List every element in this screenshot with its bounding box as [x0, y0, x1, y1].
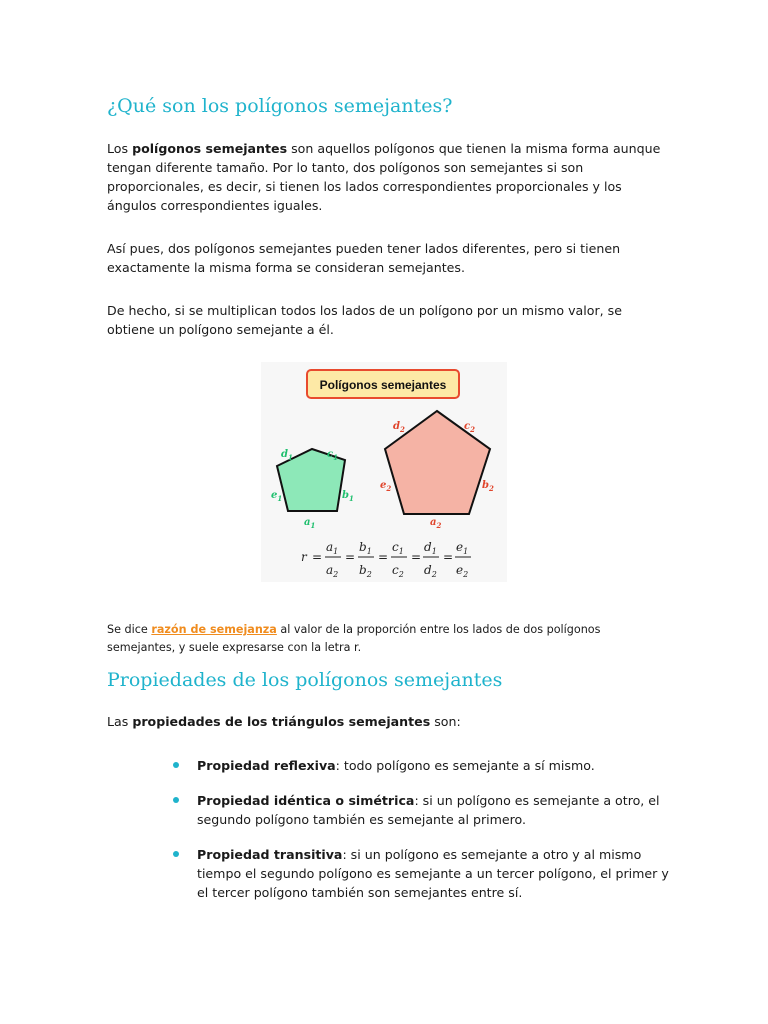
similar-polygons-figure [261, 362, 507, 582]
formula-equals: = [345, 550, 356, 564]
list-item [170, 756, 670, 775]
label-a1: $a_1$ [304, 517, 316, 530]
ratio-link[interactable]: razón de semejanza [151, 623, 277, 636]
list-item [170, 845, 670, 902]
label-d2: $d_2$ [393, 421, 405, 434]
fraction-d-top: $d_1$ [424, 540, 437, 556]
paragraph-properties-intro [107, 712, 667, 731]
bullet-icon [173, 851, 179, 857]
paragraph-multiply: De hecho, si se multiplican todos los lados de un polígono por un mismo valor, se obtiene un polígono semejante a él. [107, 303, 622, 337]
text-fragment: Los [107, 141, 133, 156]
fraction-e-bottom: $e_2$ [456, 563, 469, 579]
label-b1: $b_1$ [342, 490, 354, 503]
bold-term: propiedades de los triángulos semejantes [132, 714, 431, 729]
label-e2: $e_2$ [380, 480, 392, 493]
fraction-b-top: $b_1$ [359, 540, 372, 556]
bullet-icon [173, 762, 179, 768]
paragraph-definition [107, 139, 667, 215]
text-fragment: son aquellos polígonos que tienen la misma forma aunque tengan diferente tamaño. Por lo tanto, dos polígonos son semejantes si son proporcionales, es decir, si tienen los lados correspondientes proporcionales y los ángulos correspondientes iguales. [107, 141, 661, 213]
formula-r: r [301, 550, 307, 564]
list-item [170, 791, 670, 829]
label-b2: $b_2$ [482, 480, 494, 493]
section-title-polygons: ¿Qué son los polígonos semejantes? [107, 95, 453, 117]
text-fragment: Se dice [107, 623, 152, 636]
section-title-properties: Propiedades de los polígonos semejantes [107, 669, 503, 691]
property-text: : todo polígono es semejante a sí mismo. [335, 758, 595, 773]
paragraph-same-shape: Así pues, dos polígonos semejantes pueden tener lados diferentes, pero si tienen exactamente la misma forma se consideran semejantes. [107, 241, 621, 275]
formula-equals: = [443, 550, 454, 564]
text-fragment: Las [107, 714, 133, 729]
figure-title: Polígonos semejantes [319, 378, 447, 392]
bold-term: polígonos semejantes [132, 141, 288, 156]
text-fragment: son: [430, 714, 461, 729]
text-fragment: al valor de la proporción entre los lados de dos polígonos semejantes, y suele expresarse con la letra r. [107, 623, 601, 654]
formula-equals: = [312, 550, 323, 564]
property-name: Propiedad reflexiva [197, 758, 336, 773]
fraction-c-top: $c_1$ [392, 540, 404, 556]
fraction-d-bottom: $d_2$ [424, 563, 437, 579]
formula-equals: = [411, 550, 422, 564]
formula-equals: = [378, 550, 389, 564]
bullet-icon [173, 797, 179, 803]
label-a2: $a_2$ [430, 517, 442, 530]
paragraph-ratio [107, 621, 667, 657]
fraction-a-top: $a_1$ [326, 540, 339, 556]
property-text: : si un polígono es semejante a otro y al mismo tiempo el segundo polígono es semejante a un tercer polígono, el primer y el tercer polígono también son semejantes entre sí. [197, 847, 669, 900]
fraction-e-top: $e_1$ [456, 540, 469, 556]
fraction-a-bottom: $a_2$ [326, 563, 339, 579]
label-d1: $d_1$ [281, 449, 293, 462]
properties-list [170, 756, 670, 902]
property-name: Propiedad transitiva [197, 847, 343, 862]
fraction-b-bottom: $b_2$ [359, 563, 372, 579]
label-c1: $c_1$ [327, 449, 338, 462]
label-c2: $c_2$ [464, 421, 475, 434]
property-text: : si un polígono es semejante a otro, el segundo polígono también es semejante al primero. [197, 793, 660, 827]
fraction-c-bottom: $c_2$ [392, 563, 404, 579]
property-name: Propiedad idéntica o simétrica [197, 793, 415, 808]
label-e1: $e_1$ [271, 490, 283, 503]
